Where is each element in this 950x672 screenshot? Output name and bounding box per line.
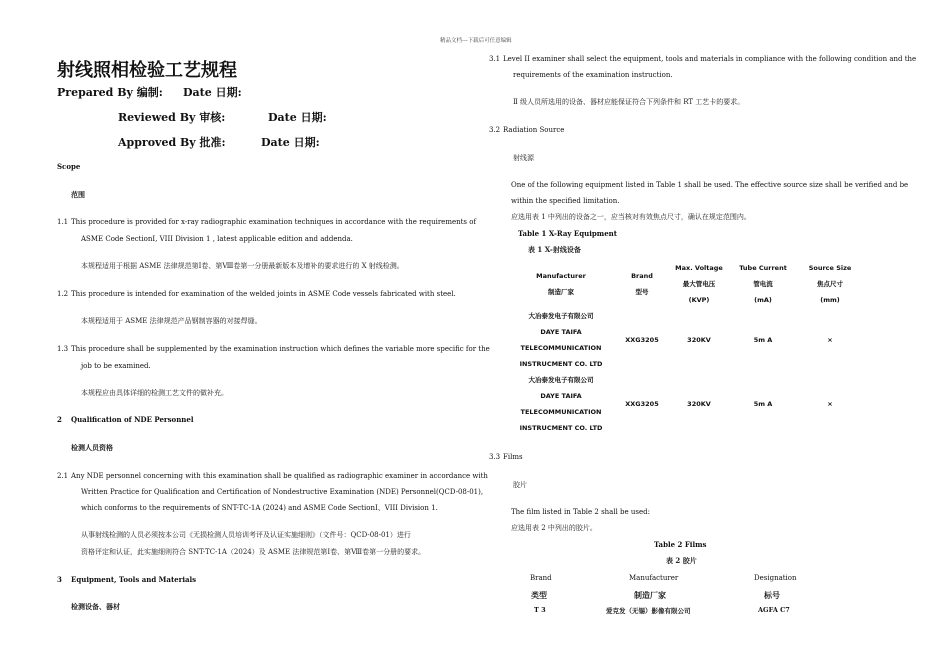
table-2-header-brand: Brand xyxy=(530,574,552,582)
table-2-header-designation-cn: 标号 xyxy=(764,590,780,600)
section-3-3-number: 3.3 xyxy=(489,453,501,461)
table-row xyxy=(505,372,865,436)
section-1-3-number: 1.3 xyxy=(57,345,69,353)
table-1-title: Table 1 X-Ray Equipment xyxy=(518,229,617,238)
table-1-cell-manufacturer: 大冶泰发电子有限公司 DAYE TAIFA TELECOMMUNICATION INSTRUCMENT CO. LTD xyxy=(519,376,603,432)
section-3-1-text-cn: Ⅱ 级人员所选用的设备、器材应能保证符合下列条件和 RT 工艺卡的要求。 xyxy=(513,98,745,106)
section-2-1-text-cn-line2: 资格评定和认证，此实施细则符合 SNT-TC-1A（2024）及 ASME 法律规范第Ⅰ卷、第Ⅷ卷第一分册的要求。 xyxy=(81,548,426,556)
section-3-3-heading-cn: 胶片 xyxy=(513,481,527,489)
section-1-3-text-cn: 本规程应由具体详细的检测工艺文件的做补充。 xyxy=(81,389,228,397)
section-3-2-body-line2: within the specified limitation. xyxy=(511,197,620,205)
scope-heading-cn: 范围 xyxy=(71,190,85,199)
section-3-1-text-line1: Level II examiner shall select the equipment, tools and materials in compliance with the following condition and the xyxy=(503,55,917,63)
section-2-1-text-line3: which conforms to the requirements of SNT-TC-1A (2024) and ASME Code SectionⅠ、VIII Division 1. xyxy=(81,504,438,512)
table-1-cell-voltage: 320KV xyxy=(687,336,711,344)
table-2-cell-manufacturer: 爱克发（无锡）影像有限公司 xyxy=(606,607,691,615)
section-3-2-body-cn: 应选用表 1 中列出的设备之一，应当核对有效焦点尺寸，确认在规定范围内。 xyxy=(511,213,751,221)
xray-equipment-table xyxy=(505,260,865,436)
table-2-cell-designation: AGFA C7 xyxy=(758,606,790,614)
table-1-header-manufacturer: Manufacturer 制造厂家 xyxy=(536,272,586,296)
page-header: 精品文档---下载后可任意编辑 xyxy=(440,38,512,44)
table-1-cell-size: × xyxy=(827,336,833,344)
table-1-cell-voltage: 320KV xyxy=(687,400,711,408)
section-1-3-text-line1: This procedure shall be supplemented by the examination instruction which defines the variable more specific for the xyxy=(71,345,490,353)
table-1-header-current: Tube Current 管电流 (mA) xyxy=(739,264,787,304)
table-1-cell-size: × xyxy=(827,400,833,408)
section-3-1-text-line2: requirements of the examination instruction. xyxy=(513,71,673,79)
section-3-3-heading: Films xyxy=(503,453,523,461)
section-2-heading-cn: 检测人员资格 xyxy=(71,443,113,452)
scope-heading: Scope xyxy=(57,162,81,171)
table-1-header-voltage: Max. Voltage 最大管电压 (KVP) xyxy=(675,264,723,304)
section-1-1-number: 1.1 xyxy=(57,218,69,226)
table-row xyxy=(505,308,865,372)
table-2-header-manufacturer-cn: 制造厂家 xyxy=(634,590,666,600)
section-2-1-text-line1: Any NDE personnel concerning with this examination shall be qualified as radiographic examiner in accordance with xyxy=(71,472,488,480)
table-2-cell-brand: T 3 xyxy=(534,606,546,614)
document-title: 射线照相检验工艺规程 xyxy=(57,60,237,81)
table-1-cell-current: 5m A xyxy=(753,400,773,408)
table-1-cell-brand: XXG3205 xyxy=(625,336,659,344)
approved-by-label: Approved By 批准: xyxy=(118,136,226,149)
section-3-2-body-line1: One of the following equipment listed in Table 1 shall be used. The effective source size shall be verified and be xyxy=(511,181,909,189)
prepared-date-label: Date 日期: xyxy=(183,86,242,99)
section-1-1-text-cn: 本规程适用于根据 ASME 法律规范第Ⅰ卷、第Ⅷ卷第一分册最新版本及增补的要求进行的 X 射线检测。 xyxy=(81,262,404,270)
approved-date-label: Date 日期: xyxy=(261,136,320,149)
section-1-1-text-line2: ASME Code SectionⅠ, VIII Division 1 , latest applicable edition and addenda. xyxy=(81,235,353,243)
section-1-3-text-line2: job to be examined. xyxy=(81,362,151,370)
section-2-1-text-cn-line1: 从事射线检测的人员必须按本公司《无损检测人员培训考评及认证实施细则》（文件号：QCD-08-01）进行 xyxy=(81,531,411,539)
section-2-number: 2 xyxy=(57,415,62,424)
section-2-1-text-line2: Written Practice for Qualification and Certification of Nondestructive Examination (NDE) Personnel(QCD-08-01), xyxy=(81,488,484,496)
section-3-heading-cn: 检测设备、器材 xyxy=(71,602,120,611)
section-3-3-body: The film listed in Table 2 shall be used: xyxy=(511,508,650,516)
reviewed-date-label: Date 日期: xyxy=(268,111,327,124)
table-2-title-cn: 表 2 胶片 xyxy=(666,556,697,565)
section-3-3-body-cn: 应选用表 2 中列出的胶片。 xyxy=(511,524,597,532)
section-1-2-number: 1.2 xyxy=(57,290,69,298)
section-3-number: 3 xyxy=(57,575,62,584)
table-2-title: Table 2 Films xyxy=(654,540,707,549)
table-1-header-source-size: Source Size 焦点尺寸 (mm) xyxy=(808,264,852,304)
table-2-header-manufacturer: Manufacturer xyxy=(629,574,679,582)
section-1-2-text-cn: 本规程适用于 ASME 法律规范产品钢制容器的对接焊缝。 xyxy=(81,317,262,325)
table-1-cell-brand: XXG3205 xyxy=(625,400,659,408)
section-2-1-number: 2.1 xyxy=(57,472,69,480)
table-1-cell-manufacturer: 大冶泰发电子有限公司 DAYE TAIFA TELECOMMUNICATION INSTRUCMENT CO. LTD xyxy=(519,312,603,368)
section-3-2-number: 3.2 xyxy=(489,126,501,134)
section-2-heading: Qualification of NDE Personnel xyxy=(71,415,194,424)
section-3-2-heading-cn: 射线源 xyxy=(513,154,534,162)
prepared-by-label: Prepared By 编制: xyxy=(57,86,163,99)
section-3-1-number: 3.1 xyxy=(489,55,501,63)
table-1-header-brand: Brand 型号 xyxy=(631,272,653,296)
section-3-2-heading: Radiation Source xyxy=(503,126,565,134)
section-3-heading: Equipment, Tools and Materials xyxy=(71,575,197,584)
reviewed-by-label: Reviewed By 审核: xyxy=(118,111,226,124)
section-1-1-text-line1: This procedure is provided for x-ray radiographic examination techniques in accordance with the requirements of xyxy=(71,218,477,226)
table-1-cell-current: 5m A xyxy=(753,336,773,344)
table-2-header-brand-cn: 类型 xyxy=(531,590,547,600)
table-2-header-designation: Designation xyxy=(754,574,797,582)
table-1-title-cn: 表 1 X-射线设备 xyxy=(528,245,581,254)
section-1-2-text: This procedure is intended for examination of the welded joints in ASME Code vessels fabricated with steel. xyxy=(71,290,456,298)
